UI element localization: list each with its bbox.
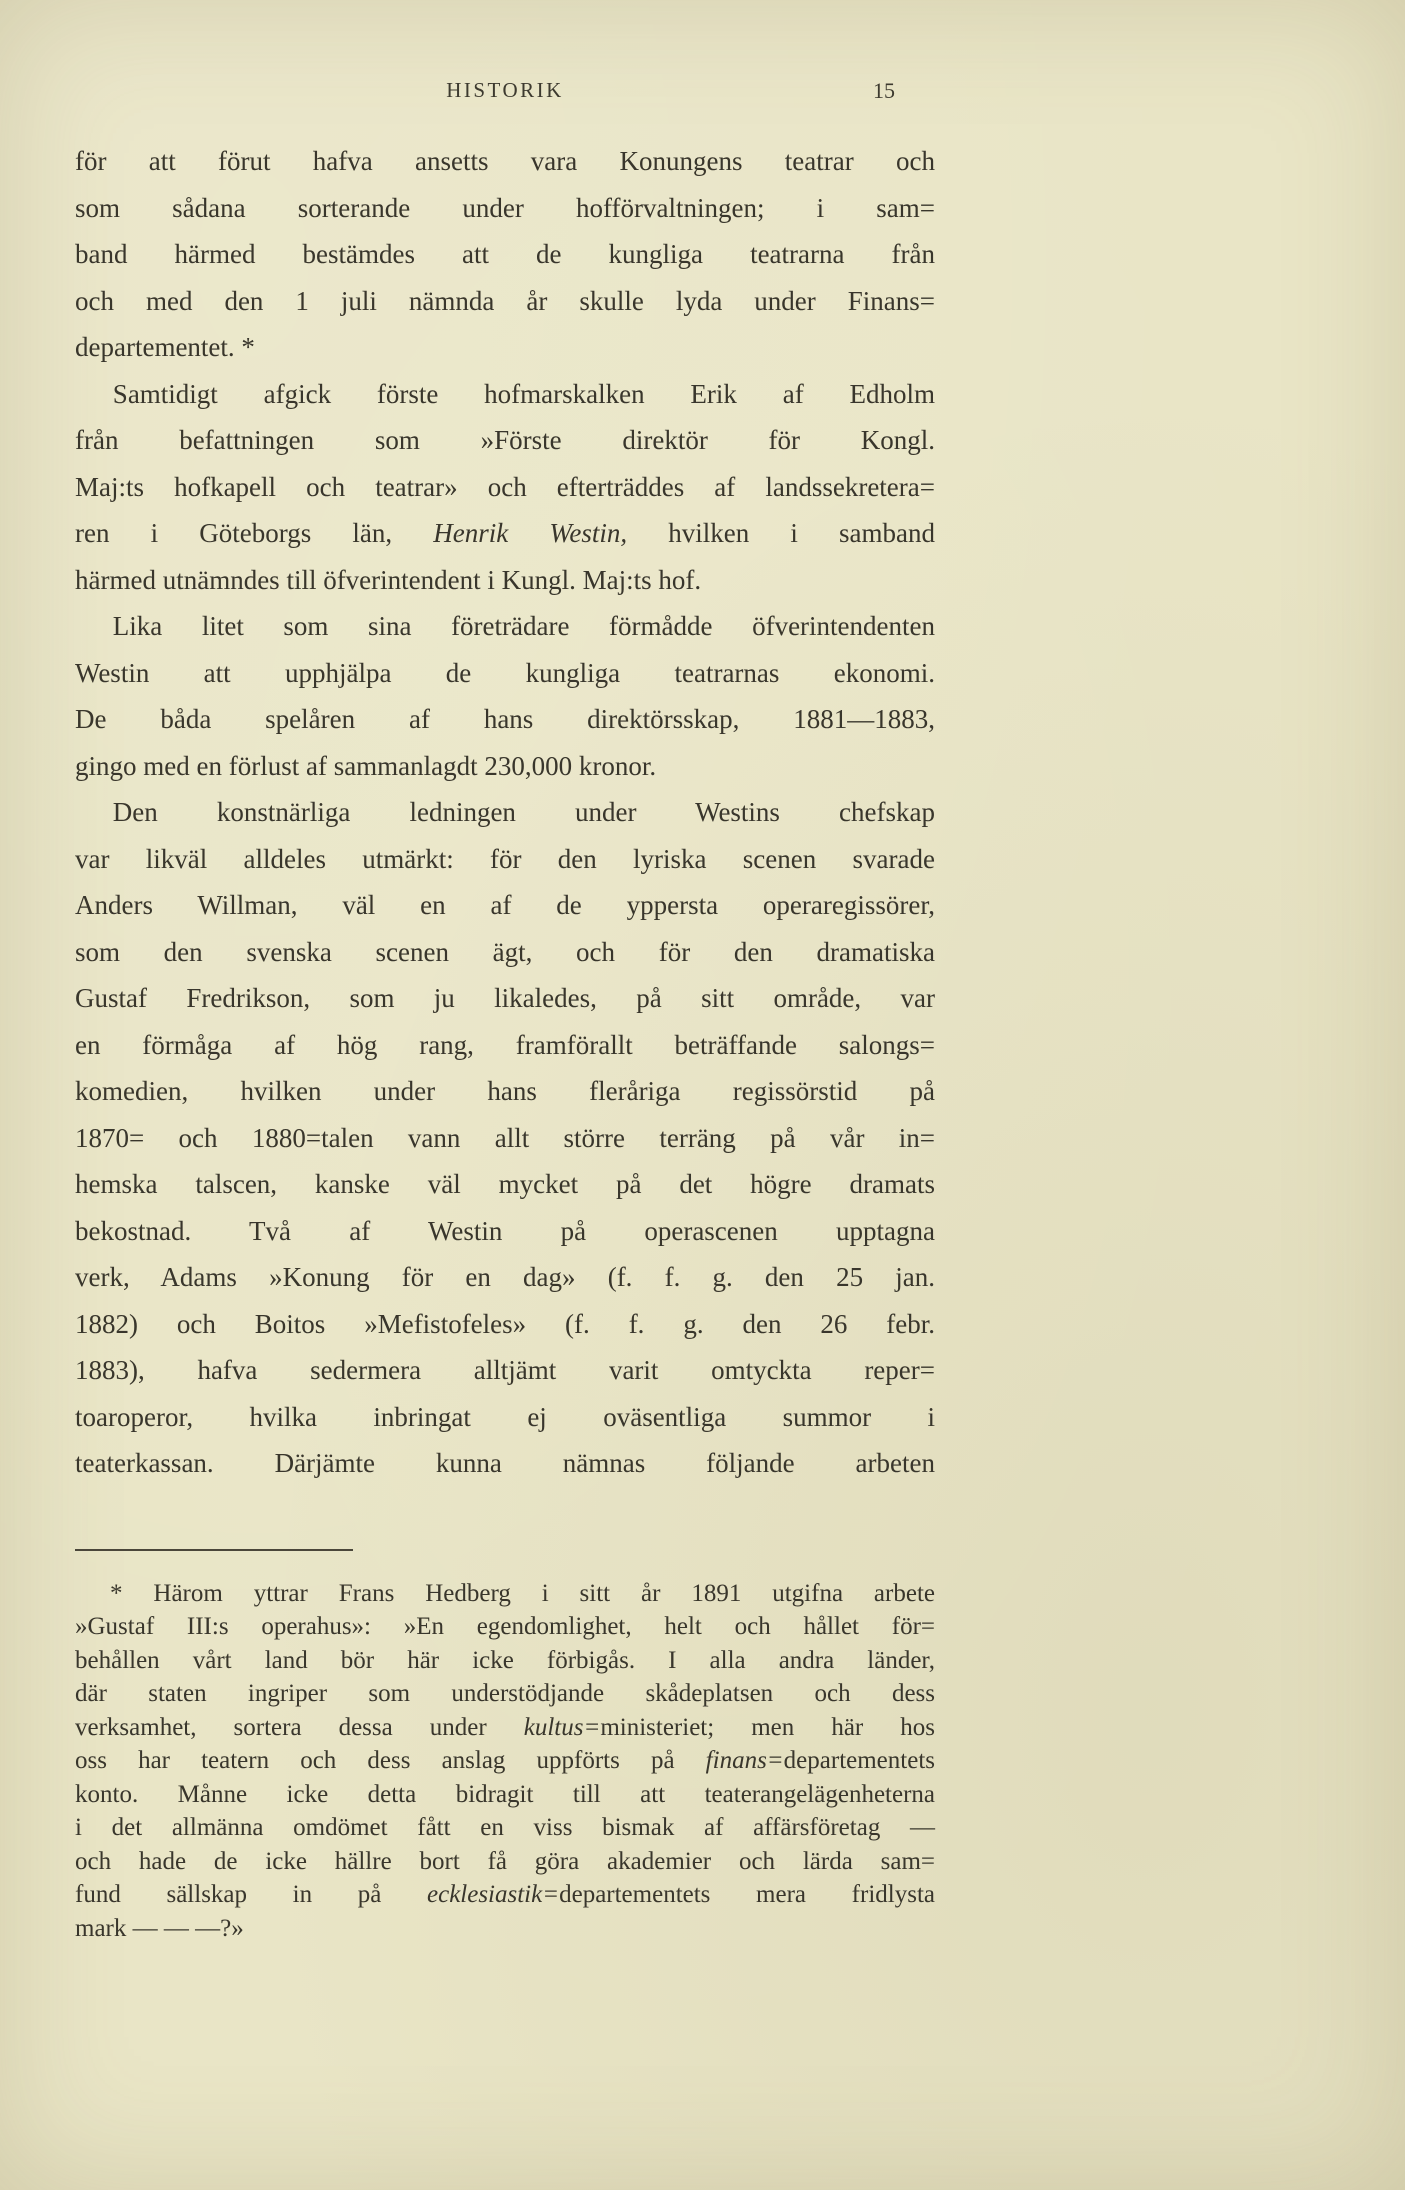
- text-segment: behållen vårt land bör här icke förbigås. I alla andra länder,: [75, 1646, 935, 1674]
- text-line: [75, 1068, 935, 1115]
- text-segment: verk, Adams »Konung för en dag» (f. f. g. den 25 jan.: [75, 1262, 935, 1292]
- text-segment: toaroperor, hvilka inbringat ej oväsentliga summor i: [75, 1401, 935, 1432]
- text-line: [75, 975, 935, 1022]
- text-line: [75, 929, 935, 976]
- body-text: [75, 138, 935, 1487]
- text-segment: en förmåga af hög rang, framförallt beträffande salongs=: [75, 1029, 935, 1060]
- text-line: [75, 464, 935, 511]
- text-line: [75, 1161, 935, 1208]
- text-line: [75, 1440, 935, 1487]
- text-segment: verksamhet, sortera dessa under: [75, 1713, 524, 1741]
- text-line: [75, 1254, 935, 1301]
- text-segment: i det allmänna omdömet fått en viss bismak af affärsföretag —: [75, 1814, 935, 1841]
- text-segment: var likväl alldeles utmärkt: för den lyriska scenen svarade: [75, 843, 935, 874]
- text-line: [75, 1744, 935, 1778]
- text-line: [75, 1115, 935, 1162]
- footnote-separator: [75, 1549, 353, 1551]
- text-line: [75, 1208, 935, 1255]
- text-segment: fund sällskap in på: [75, 1881, 427, 1908]
- text-line: [75, 1845, 935, 1879]
- text-segment: för att förut hafva ansetts vara Konungens teatrar och: [75, 146, 935, 176]
- text-segment: »Gustaf III:s operahus»: »En egendomlighet, helt och hållet för=: [75, 1613, 935, 1640]
- text-segment: som den svenska scenen ägt, och för den dramatiska: [75, 936, 935, 967]
- text-line: [75, 510, 935, 557]
- text-line: [75, 789, 935, 836]
- text-segment: bekostnad. Två af Westin på operascenen upptagna: [75, 1215, 935, 1246]
- italic-text: finans=: [705, 1747, 784, 1774]
- text-line: [75, 696, 935, 743]
- text-segment: 1883), hafva sedermera alltjämt varit omtyckta reper=: [75, 1355, 935, 1385]
- text-line: [75, 371, 935, 418]
- text-line: [75, 324, 935, 371]
- text-line: [75, 1644, 935, 1678]
- text-segment: som sådana sorterande under hofförvaltningen; i sam=: [75, 192, 935, 223]
- text-segment: * Härom yttrar Frans Hedberg i sitt år 1891 utgifna arbete: [110, 1579, 935, 1607]
- text-line: [75, 882, 935, 929]
- text-segment: oss har teatern och dess anslag uppförts på: [75, 1747, 706, 1774]
- text-line: [75, 185, 935, 232]
- text-line: [75, 1711, 935, 1745]
- text-segment: mark — — —?»: [75, 1914, 244, 1942]
- text-segment: ministeriet; men här hos: [600, 1713, 936, 1741]
- text-segment: där staten ingriper som understödjande skådeplatsen och dess: [75, 1680, 935, 1707]
- text-segment: 1870= och 1880=talen vann allt större terräng på vår in=: [75, 1122, 935, 1153]
- text-line: [75, 1347, 935, 1394]
- text-line: [75, 138, 935, 185]
- italic-text: ecklesiastik=: [427, 1881, 560, 1908]
- text-segment: från befattningen som »Förste direktör för Kongl.: [75, 425, 935, 455]
- text-line: [75, 1394, 935, 1441]
- text-segment: Westin att upphjälpa de kungliga teatrarnas ekonomi.: [75, 657, 935, 688]
- text-segment: Samtidigt afgick förste hofmarskalken Erik af Edholm: [112, 378, 935, 409]
- text-line: [75, 278, 935, 325]
- text-segment: Gustaf Fredrikson, som ju likaledes, på sitt område, var: [75, 983, 935, 1013]
- italic-text: Henrik Westin,: [433, 518, 628, 548]
- text-segment: ren i Göteborgs län,: [75, 518, 434, 548]
- text-line: [75, 1301, 935, 1348]
- text-segment: departementet. *: [75, 332, 255, 362]
- running-title: HISTORIK: [446, 78, 564, 102]
- text-line: [75, 1811, 935, 1845]
- text-segment: band härmed bestämdes att de kungliga teatrarna från: [75, 239, 935, 269]
- text-segment: härmed utnämndes till öfverintendent i Kungl. Maj:ts hof.: [75, 564, 702, 595]
- text-line: [75, 557, 935, 604]
- text-line: [75, 1022, 935, 1069]
- text-line: [75, 1878, 935, 1912]
- text-segment: Lika litet som sina företrädare förmådde öfverintendenten: [112, 611, 935, 641]
- text-line: [75, 603, 935, 650]
- footnote-text: [75, 1577, 935, 1946]
- text-line: [75, 1912, 935, 1946]
- text-segment: teaterkassan. Därjämte kunna nämnas följande arbeten: [75, 1448, 935, 1478]
- text-line: [75, 231, 935, 278]
- text-line: [75, 1577, 935, 1611]
- page-number: 15: [873, 78, 895, 103]
- page-header: [75, 78, 935, 108]
- text-segment: De båda spelåren af hans direktörsskap, 1881—1883,: [75, 704, 935, 734]
- text-line: [75, 650, 935, 697]
- text-column: [75, 78, 935, 1945]
- text-line: [75, 1677, 935, 1711]
- text-segment: Maj:ts hofkapell och teatrar» och efterträddes af landssekretera=: [75, 471, 935, 502]
- text-line: [75, 417, 935, 464]
- text-line: [75, 1778, 935, 1812]
- text-segment: 1882) och Boitos »Mefistofeles» (f. f. g. den 26 febr.: [75, 1308, 935, 1339]
- text-segment: departementets mera fridlysta: [559, 1881, 935, 1908]
- text-segment: konto. Månne icke detta bidragit till att teaterangelägenheterna: [75, 1780, 935, 1808]
- text-segment: departementets: [783, 1747, 935, 1774]
- text-segment: Den konstnärliga ledningen under Westins chefskap: [112, 797, 935, 827]
- text-line: [75, 743, 935, 790]
- text-segment: och hade de icke hällre bort få göra akademier och lärda sam=: [75, 1847, 935, 1875]
- text-line: [75, 1610, 935, 1644]
- text-segment: gingo med en förlust af sammanlagdt 230,000 kronor.: [75, 750, 657, 781]
- text-segment: komedien, hvilken under hans fleråriga regissörstid på: [75, 1076, 935, 1106]
- text-segment: och med den 1 juli nämnda år skulle lyda under Finans=: [75, 285, 935, 316]
- italic-text: kultus=: [523, 1713, 601, 1741]
- text-segment: hemska talscen, kanske väl mycket på det högre dramats: [75, 1169, 935, 1199]
- text-segment: hvilken i samband: [627, 518, 935, 548]
- text-line: [75, 836, 935, 883]
- text-segment: Anders Willman, väl en af de yppersta operaregissörer,: [75, 890, 935, 920]
